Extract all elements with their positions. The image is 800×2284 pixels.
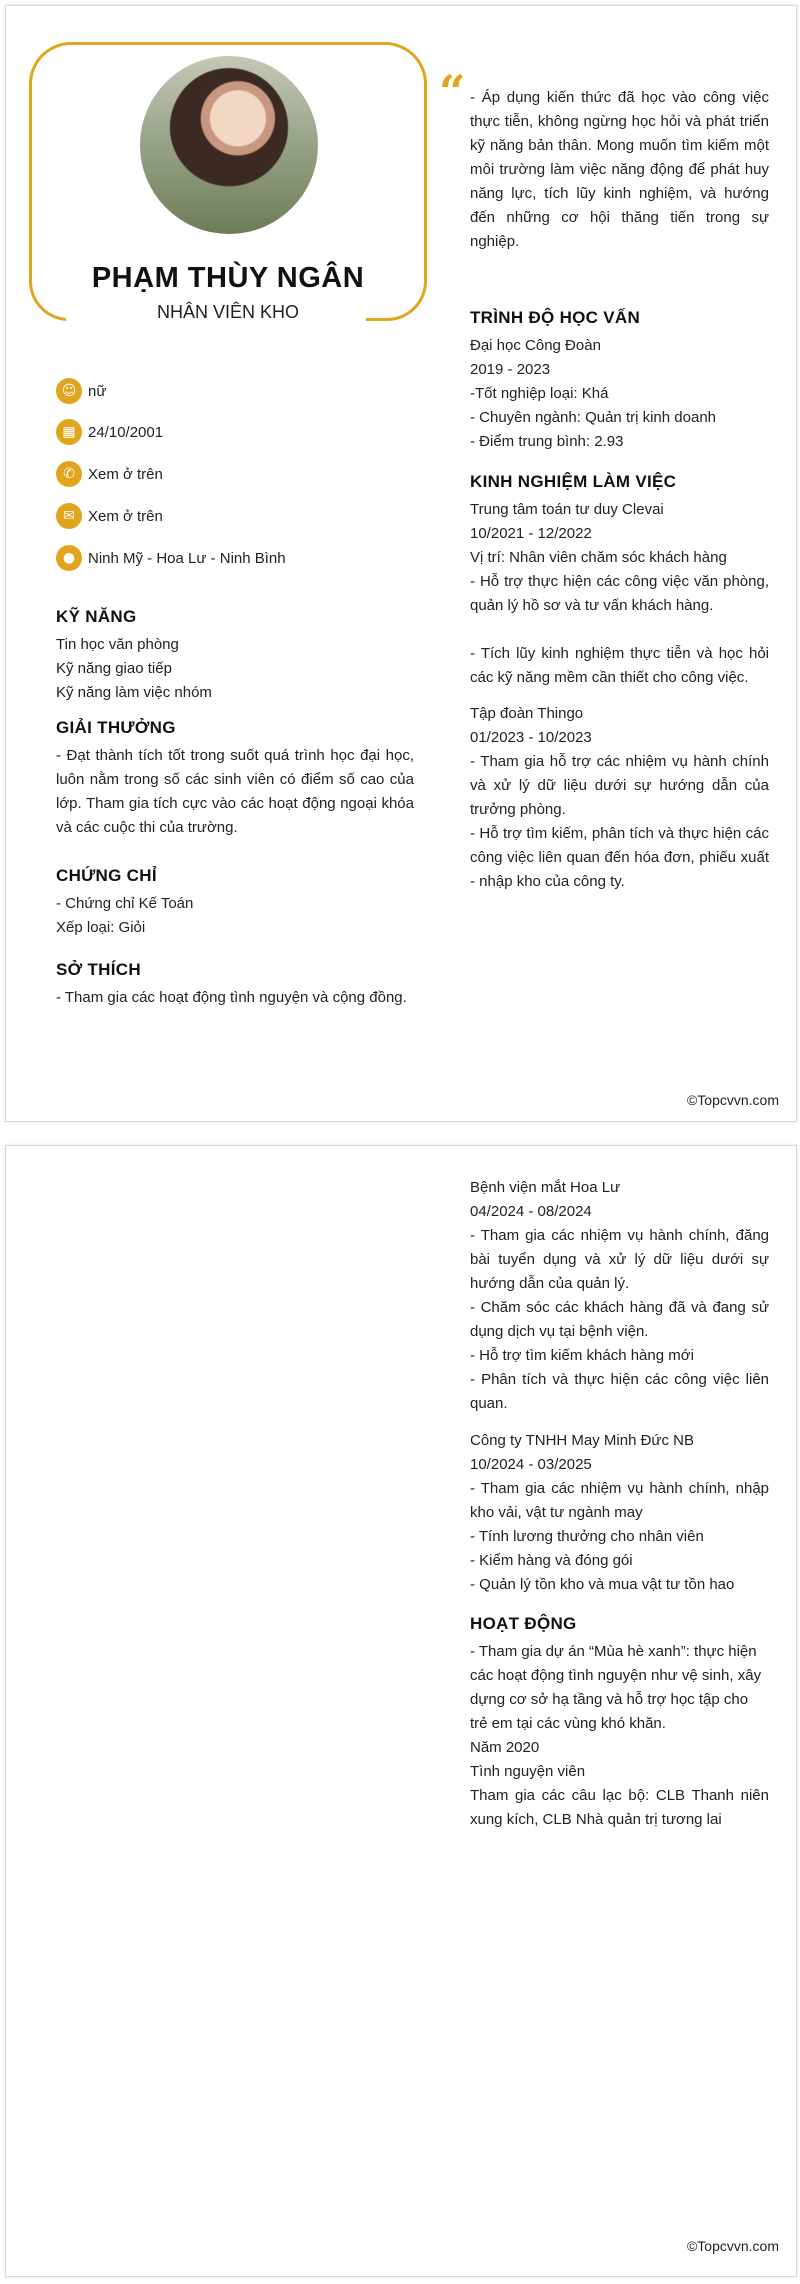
education-school: Đại học Công Đoàn bbox=[470, 337, 601, 354]
gender-icon: ☺ bbox=[56, 378, 82, 404]
awards-heading: GIẢI THƯỞNG bbox=[56, 718, 176, 737]
hobbies-heading: SỞ THÍCH bbox=[56, 960, 141, 979]
candidate-name: PHẠM THÙY NGÂN bbox=[91, 262, 365, 294]
skill-item: Kỹ năng làm việc nhóm bbox=[56, 684, 212, 701]
job-line: - Tham gia các nhiệm vụ hành chính, nhập kho vải, vật tư ngành may bbox=[470, 1480, 769, 1521]
activities-clubs: Tham gia các câu lạc bộ: CLB Thanh niên xung kích, CLB Nhà quản trị tương lai bbox=[470, 1787, 769, 1828]
skill-item: Tin học văn phòng bbox=[56, 636, 179, 653]
job-line: - Hỗ trợ thực hiện các công việc văn phòng, quản lý hồ sơ và tư vấn khách hàng. bbox=[470, 573, 769, 614]
skill-item: Kỹ năng giao tiếp bbox=[56, 660, 172, 677]
contact-birthday: ▦ 24/10/2001 bbox=[56, 419, 163, 445]
footer-copyright: ©Topcvvn.com bbox=[686, 2238, 779, 2254]
awards-text: - Đạt thành tích tốt trong suốt quá trình học đại học, luôn nằm trong số các sinh viên có điểm số cao của lớp. Tham gia tích cực vào các hoạt động ngoại khóa và các cuộc thi của trường. bbox=[56, 747, 414, 836]
footer-copyright: ©Topcvvn.com bbox=[686, 1092, 779, 1108]
contact-address: ● Ninh Mỹ - Hoa Lư - Ninh Bình bbox=[56, 545, 286, 571]
job-line: - Hỗ trợ tìm kiếm, phân tích và thực hiện các công việc liên quan đến hóa đơn, phiếu xuất - nhập kho của công ty. bbox=[470, 825, 769, 890]
certificate-item: Xếp loại: Giỏi bbox=[56, 919, 146, 936]
hobbies-text: - Tham gia các hoạt động tình nguyện và cộng đồng. bbox=[56, 989, 407, 1006]
job-period: 10/2021 - 12/2022 bbox=[470, 525, 592, 542]
email-icon: ✉ bbox=[56, 503, 82, 529]
job-company: Tập đoàn Thingo bbox=[470, 705, 584, 722]
job-line: - Quản lý tồn kho và mua vật tư tồn hao bbox=[470, 1576, 735, 1593]
job-period: 04/2024 - 08/2024 bbox=[470, 1203, 592, 1220]
job-company: Công ty TNHH May Minh Đức NB bbox=[470, 1432, 694, 1449]
quote-icon: “ bbox=[439, 65, 466, 119]
education-detail: - Chuyên ngành: Quản trị kinh doanh bbox=[470, 409, 716, 426]
activities-year: Năm 2020 bbox=[470, 1739, 540, 1756]
education-period: 2019 - 2023 bbox=[470, 361, 551, 378]
job-line: - Tham gia hỗ trợ các nhiệm vụ hành chính và xử lý dữ liệu dưới sự hướng dẫn của trưởng phòng. bbox=[470, 753, 769, 818]
skills-heading: KỸ NĂNG bbox=[56, 607, 137, 626]
job-line: - Tích lũy kinh nghiệm thực tiễn và học hỏi các kỹ năng mềm cần thiết cho công việc. bbox=[470, 645, 769, 686]
location-icon: ● bbox=[56, 545, 82, 571]
job-period: 01/2023 - 10/2023 bbox=[470, 729, 592, 746]
activities-heading: HOẠT ĐỘNG bbox=[470, 1614, 577, 1633]
career-objective: - Áp dụng kiến thức đã học vào công việc thực tiễn, không ngừng học hỏi và phát triển kỹ năng bản thân. Mong muốn tìm kiếm một môi trường làm việc năng động để phát huy năng lực, tích lũy kinh nghiệm, và hướng đến những cơ hội thăng tiến trong sự nghiệp. bbox=[470, 89, 769, 250]
job-line: - Chăm sóc các khách hàng đã và đang sử dụng dịch vụ tại bệnh viện. bbox=[470, 1299, 769, 1340]
job-line: - Tính lương thưởng cho nhân viên bbox=[470, 1528, 704, 1545]
calendar-icon: ▦ bbox=[56, 419, 82, 445]
education-detail: - Điểm trung bình: 2.93 bbox=[470, 433, 624, 450]
job-company: Trung tâm toán tư duy Clevai bbox=[470, 501, 664, 518]
job-company: Bệnh viện mắt Hoa Lư bbox=[470, 1179, 621, 1196]
job-title: NHÂN VIÊN KHO bbox=[156, 302, 300, 322]
job-line: - Hỗ trợ tìm kiếm khách hàng mới bbox=[470, 1347, 694, 1364]
job-period: 10/2024 - 03/2025 bbox=[470, 1456, 592, 1473]
job-line: Vị trí: Nhân viên chăm sóc khách hàng bbox=[470, 549, 727, 566]
activities-role: Tình nguyện viên bbox=[470, 1763, 586, 1780]
job-line: - Phân tích và thực hiện các công việc liên quan. bbox=[470, 1371, 769, 1412]
activities-text: - Tham gia dự án “Mùa hè xanh”: thực hiện các hoạt động tình nguyện như vệ sinh, xây dựng cơ sở hạ tầng và hỗ trợ học tập cho trẻ em tại các vùng khó khăn. bbox=[470, 1643, 762, 1732]
contact-phone: ✆ Xem ở trên bbox=[56, 461, 163, 487]
cv-page-2 bbox=[5, 1145, 797, 2277]
experience-heading: KINH NGHIỆM LÀM VIỆC bbox=[470, 472, 677, 491]
contact-email: ✉ Xem ở trên bbox=[56, 503, 163, 529]
certificates-heading: CHỨNG CHỈ bbox=[56, 866, 157, 885]
contact-gender: ☺ nữ bbox=[56, 378, 106, 404]
education-detail: -Tốt nghiệp loại: Khá bbox=[470, 385, 609, 402]
avatar bbox=[140, 56, 318, 234]
phone-icon: ✆ bbox=[56, 461, 82, 487]
certificate-item: - Chứng chỉ Kế Toán bbox=[56, 895, 194, 912]
job-line: - Kiểm hàng và đóng gói bbox=[470, 1552, 633, 1569]
cv-page-1 bbox=[5, 5, 797, 1122]
education-heading: TRÌNH ĐỘ HỌC VẤN bbox=[470, 308, 641, 327]
job-line: - Tham gia các nhiệm vụ hành chính, đăng bài tuyển dụng và xử lý dữ liệu dưới sự hướng dẫn của quản lý. bbox=[470, 1227, 769, 1292]
